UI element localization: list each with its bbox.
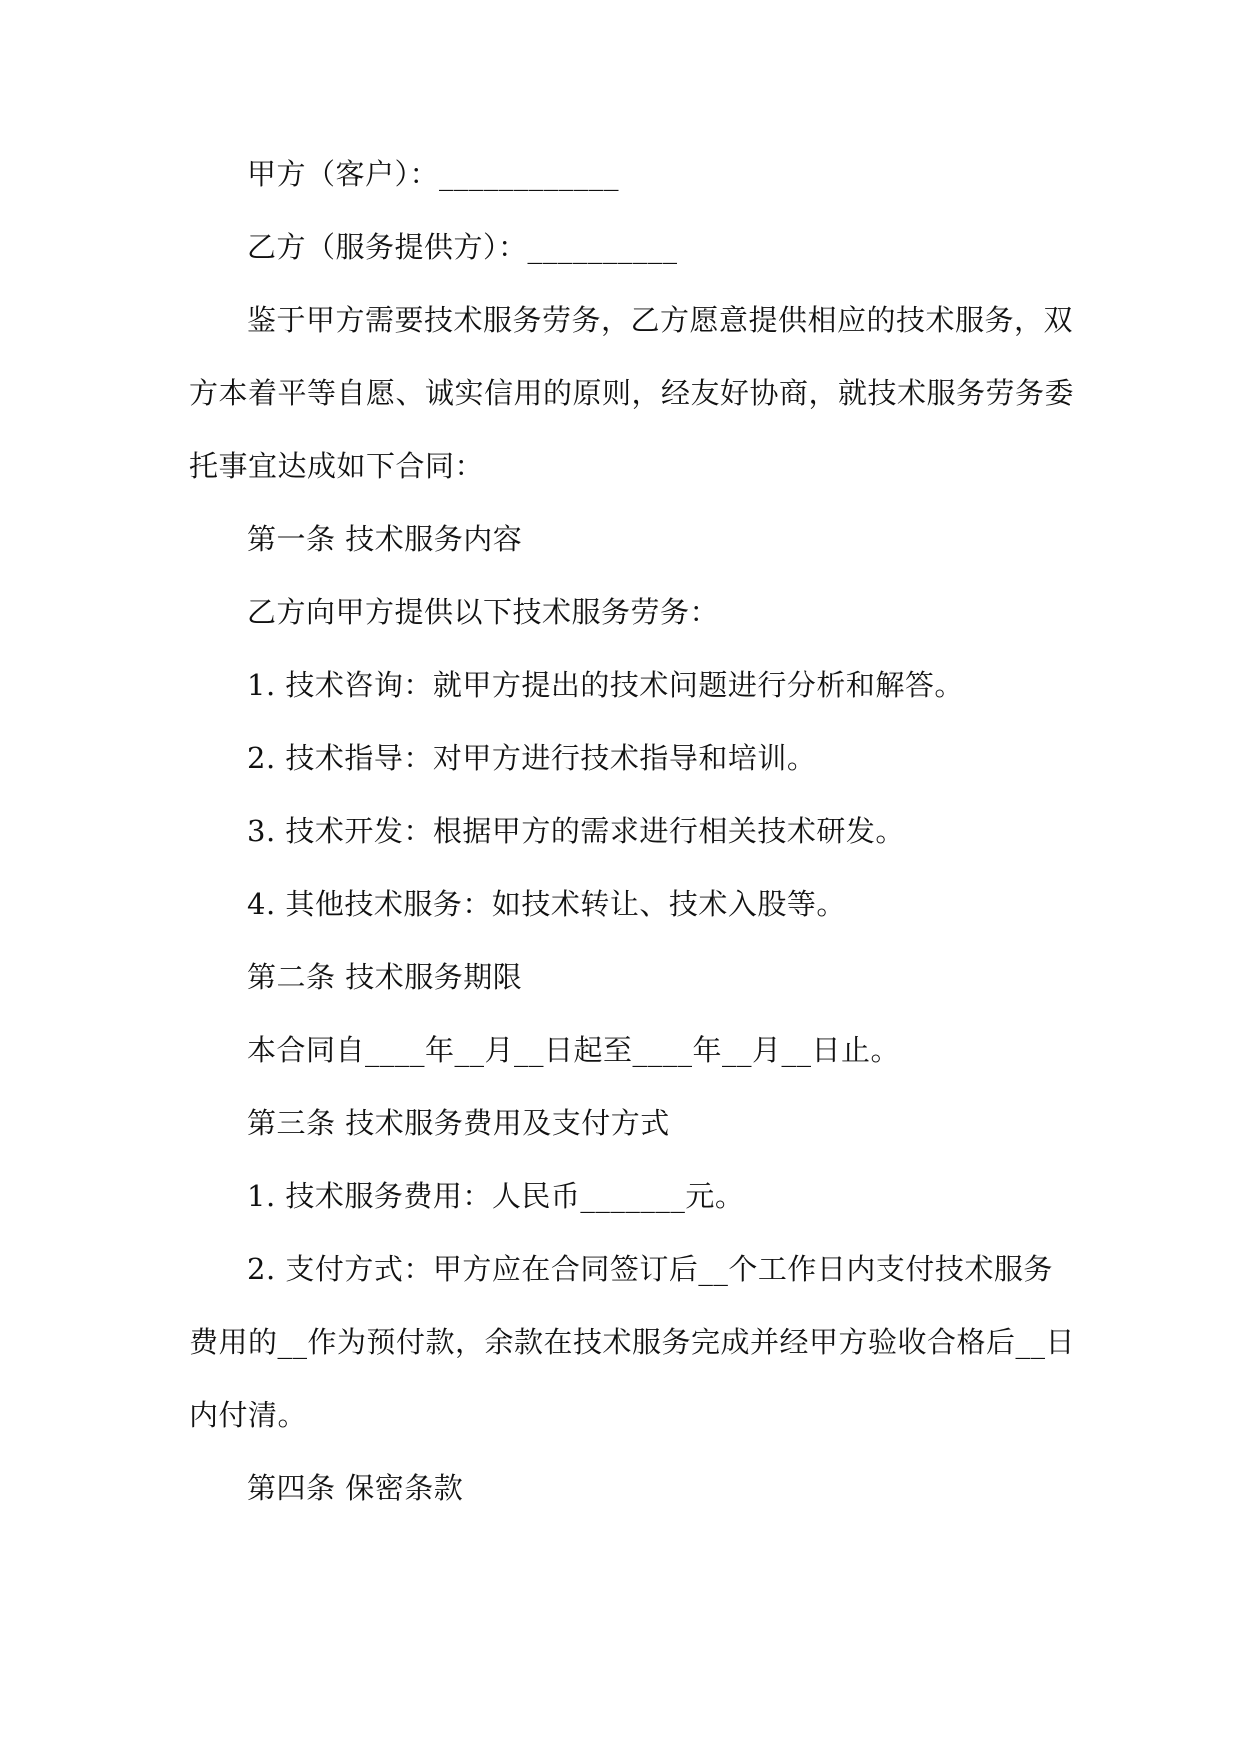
article-3-heading: 第三条 技术服务费用及支付方式: [247, 1106, 670, 1140]
article-1-heading: 第一条 技术服务内容: [247, 522, 523, 556]
preamble-line-1: 鉴于甲方需要技术服务劳务，乙方愿意提供相应的技术服务，双: [247, 303, 1074, 337]
article-2-term: 本合同自____年__月__日起至____年__月__日止。: [247, 1033, 901, 1067]
preamble-line-3: 托事宜达成如下合同：: [189, 449, 485, 483]
article-1-item-1: 1. 技术咨询：就甲方提出的技术问题进行分析和解答。: [247, 668, 964, 702]
article-1-item-3: 3. 技术开发：根据甲方的需求进行相关技术研发。: [247, 814, 905, 848]
article-1-item-2: 2. 技术指导：对甲方进行技术指导和培训。: [247, 741, 817, 775]
preamble-line-2: 方本着平等自愿、诚实信用的原则，经友好协商，就技术服务劳务委: [189, 376, 1075, 410]
article-3-item-1: 1. 技术服务费用：人民币_______元。: [247, 1179, 745, 1213]
article-4-heading: 第四条 保密条款: [247, 1471, 464, 1505]
party-a-line: 甲方（客户）：____________: [247, 157, 620, 191]
article-2-heading: 第二条 技术服务期限: [247, 960, 523, 994]
party-b-line: 乙方（服务提供方）：__________: [247, 230, 678, 264]
article-1-intro: 乙方向甲方提供以下技术服务劳务：: [247, 595, 720, 629]
article-3-item-2-line-2: 费用的__作为预付款，余款在技术服务完成并经甲方验收合格后__日: [189, 1325, 1076, 1359]
article-1-item-4: 4. 其他技术服务：如技术转让、技术入股等。: [247, 887, 846, 921]
article-3-item-2-line-3: 内付清。: [189, 1398, 308, 1432]
article-3-item-2-line-1: 2. 支付方式：甲方应在合同签订后__个工作日内支付技术服务: [247, 1252, 1053, 1286]
